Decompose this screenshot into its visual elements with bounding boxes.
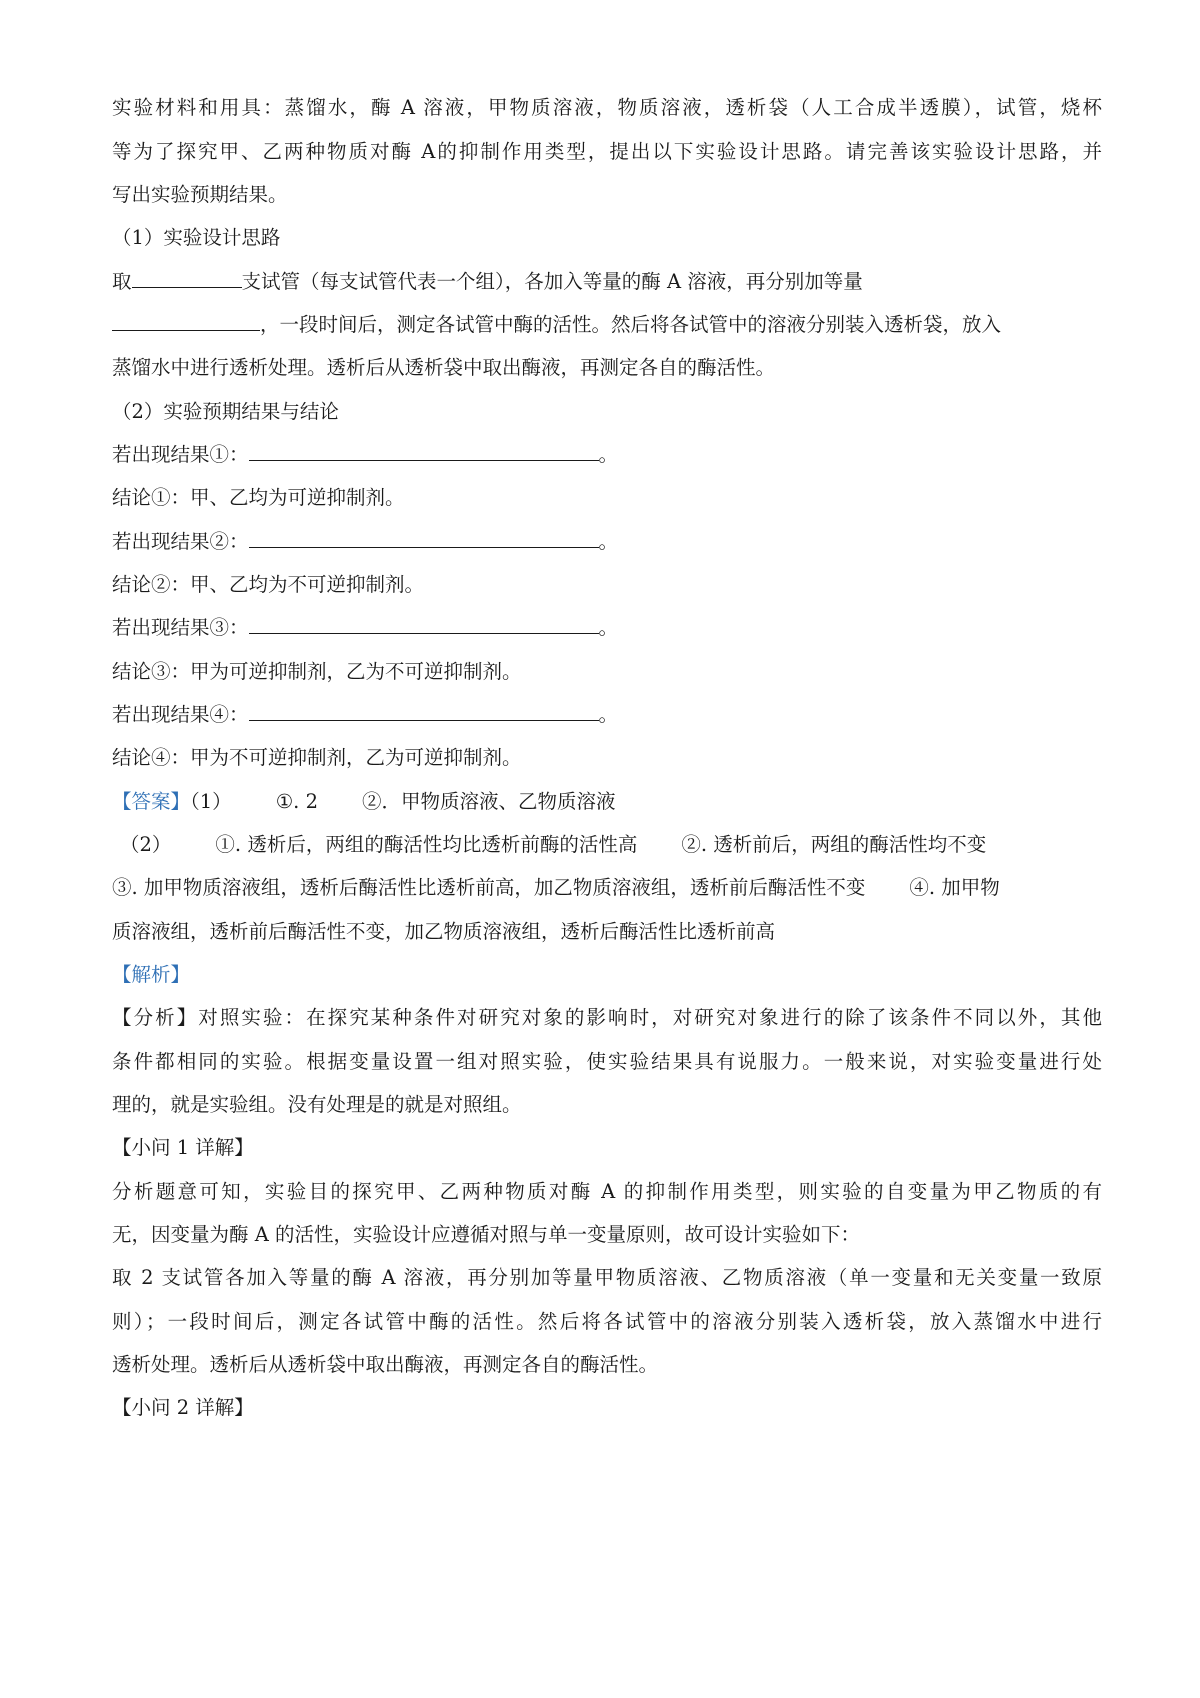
q2-heading: 【小问 2 详解】 [112,1396,254,1419]
intro-line-2: 等为了探究甲、乙两种物质对酶 A的抑制作用类型，提出以下实验设计思路。请完善该实验设计思路，并 [112,140,1102,163]
blank-result-2[interactable] [249,527,599,548]
conclusion-line-4: 结论④：甲为不可逆抑制剂，乙为可逆抑制剂。 [112,746,522,769]
conclusion-line-3: 结论③：甲为可逆抑制剂，乙为不可逆抑制剂。 [112,660,522,683]
blank-result-3[interactable] [249,613,599,634]
intro-line-1: 实验材料和用具：蒸馏水，酶 A 溶液，甲物质溶液，物质溶液，透析袋（人工合成半透膜），试管，烧杯 [112,96,1102,119]
q1-line-4: 则）；一段时间后，测定各试管中酶的活性。然后将各试管中的溶液分别装入透析袋，放入蒸馏水中进行 [112,1310,1102,1333]
blank-solutions[interactable] [112,310,260,331]
answer-label: 【答案】 [112,790,191,813]
answer-line-3: ③. 加甲物质溶液组，透析后酶活性比透析前高，加乙物质溶液组，透析前后酶活性不变 ④. 加甲物 [112,876,1000,899]
analysis-line-2: 条件都相同的实验。根据变量设置一组对照实验，使实验结果具有说服力。一般来说，对实验变量进行处 [112,1050,1102,1073]
result-line-3: 若出现结果③： 。 [112,613,1102,643]
q1-line-2: 无，因变量为酶 A 的活性，实验设计应遵循对照与单一变量原则，故可设计实验如下： [112,1223,860,1246]
analysis-line-3: 理的，就是实验组。没有处理是的就是对照组。 [112,1093,522,1116]
q1-line-1: 分析题意可知，实验目的探究甲、乙两种物质对酶 A 的抑制作用类型，则实验的自变量为甲乙物质的有 [112,1180,1102,1203]
conclusion-line-2: 结论②：甲、乙均为不可逆抑制剂。 [112,573,425,596]
answer-line-1: 【答案】（1） ①. 2 ②．甲物质溶液、乙物质溶液 [112,790,616,813]
conclusion-line-1: 结论①：甲、乙均为可逆抑制剂。 [112,486,405,509]
blank-tube-count[interactable] [132,267,242,288]
q1-line-5: 透析处理。透析后从透析袋中取出酶液，再测定各自的酶活性。 [112,1353,659,1376]
blank-result-1[interactable] [249,440,599,461]
part1-line-3: 蒸馏水中进行透析处理。透析后从透析袋中取出酶液，再测定各自的酶活性。 [112,356,776,379]
answer-line-2: （2） ①. 透析后，两组的酶活性均比透析前酶的活性高 ②. 透析前后，两组的酶活性均不变 [120,833,987,856]
q1-line-3: 取 2 支试管各加入等量的酶 A 溶液，再分别加等量甲物质溶液、乙物质溶液（单一变量和无关变量一致原 [112,1266,1102,1289]
part1-heading: （1）实验设计思路 [112,226,281,249]
blank-result-4[interactable] [249,700,599,721]
answer-line-4: 质溶液组，透析前后酶活性不变，加乙物质溶液组，透析后酶活性比透析前高 [112,920,776,943]
q1-heading: 【小问 1 详解】 [112,1136,254,1159]
analysis-line-1: 【分析】对照实验：在探究某种条件对研究对象的影响时，对研究对象进行的除了该条件不同以外，其他 [112,1006,1102,1029]
part2-heading: （2）实验预期结果与结论 [112,400,339,423]
intro-line-3: 写出实验预期结果。 [112,183,288,206]
result-line-4: 若出现结果④： 。 [112,700,1102,730]
part1-line-1: 取 支试管（每支试管代表一个组），各加入等量的酶 A 溶液，再分别加等量 [112,267,1102,297]
result-line-2: 若出现结果②： 。 [112,527,1102,557]
analysis-label: 【解析】 [112,963,191,986]
result-line-1: 若出现结果①： 。 [112,440,1102,470]
part1-line-2: ，一段时间后，测定各试管中酶的活性。然后将各试管中的溶液分别装入透析袋，放入 [112,310,1102,340]
